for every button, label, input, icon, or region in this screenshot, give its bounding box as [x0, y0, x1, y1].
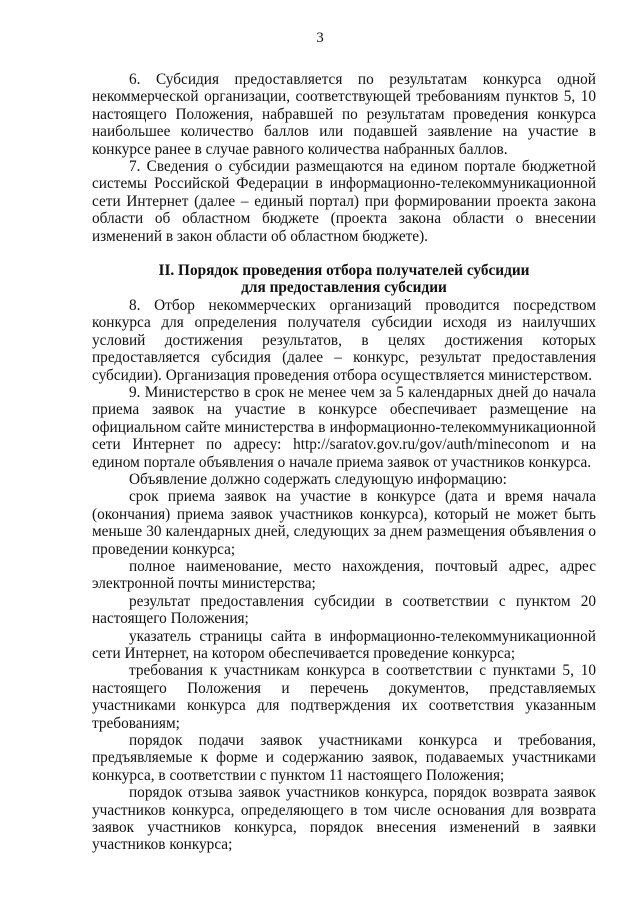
list-item-ministry-contacts: полное наименование, место нахождения, почтовый адрес, адрес электронной почты министерства;	[92, 557, 596, 593]
page-number: 3	[316, 30, 324, 46]
announcement-intro: Объявление должно содержать следующую информацию:	[129, 470, 507, 488]
document-body	[92, 71, 596, 854]
list-item-site-pointer: указатель страницы сайта в информационно-телекоммуникационной сети Интернет, на котором обеспечивается проведение конкурса;	[92, 627, 596, 662]
list-item-submission-order: порядок подачи заявок участниками конкурса и требования, предъявляемые к форме и содержанию заявок, подаваемых участниками конкурса, в соответствии с пунктом 11 настоящего Положения;	[92, 732, 596, 784]
paragraph-6: 6. Субсидия предоставляется по результатам конкурса одной некоммерческой организации, соответствующей требованиям пунктов 5, 10 настоящего Положения, набравшей по результатам проведения конкурса наибольшее количество баллов или подавшей заявление на участие в конкурсе ранее в случае равного количества набранных баллов.	[92, 71, 596, 158]
section-heading-line-2: для предоставления субсидии	[241, 279, 447, 297]
list-item-withdrawal-order: порядок отзыва заявок участников конкурса, порядок возврата заявок участников конкурса, определяющего в том числе основания для возврата заявок участников конкурса, порядок внесения изменений в заявки участников конкурса;	[92, 784, 596, 854]
list-item-deadline: срок приема заявок на участие в конкурсе (дата и время начала (окончания) приема заявок участников конкурса), который не может быть меньше 30 календарных дней, следующих за днем размещения объявления о проведении конкурса;	[92, 488, 596, 558]
list-item-result: результат предоставления субсидии в соответствии с пунктом 20 настоящего Положения;	[92, 592, 596, 628]
section-heading	[92, 262, 596, 297]
section-heading-line-1: II. Порядок проведения отбора получателей субсидии	[158, 262, 530, 280]
paragraph-9: 9. Министерство в срок не менее чем за 5 календарных дней до начала приема заявок на участие в конкурсе обеспечивает размещение на официальном сайте министерства в информационно-телекоммуникационной сети Интернет по адресу: http://saratov.gov.ru/gov/auth/mineconom и на едином портале объявления о начале приема заявок от участников конкурса.	[92, 383, 596, 471]
paragraph-8: 8. Отбор некоммерческих организаций проводится посредством конкурса для определения получателя субсидии исходя из наилучших условий достижения результатов, в целях достижения которых предоставляется субсидия (далее – конкурс, результат предоставления субсидии). Организация проведения отбора осуществляется министерством.	[92, 296, 596, 384]
paragraph-7: 7. Сведения о субсидии размещаются на едином портале бюджетной системы Российской Федерации в информационно-телекоммуникационной сети Интернет (далее – единый портал) при формировании проекта закона области об областном бюджете (проекта закона области о внесении изменений в закон области об областном бюджете).	[92, 158, 596, 245]
list-item-requirements: требования к участникам конкурса в соответствии с пунктами 5, 10 настоящего Положения и перечень документов, представляемых участниками конкурса для подтверждения их соответствия указанным требованиям;	[92, 662, 596, 732]
